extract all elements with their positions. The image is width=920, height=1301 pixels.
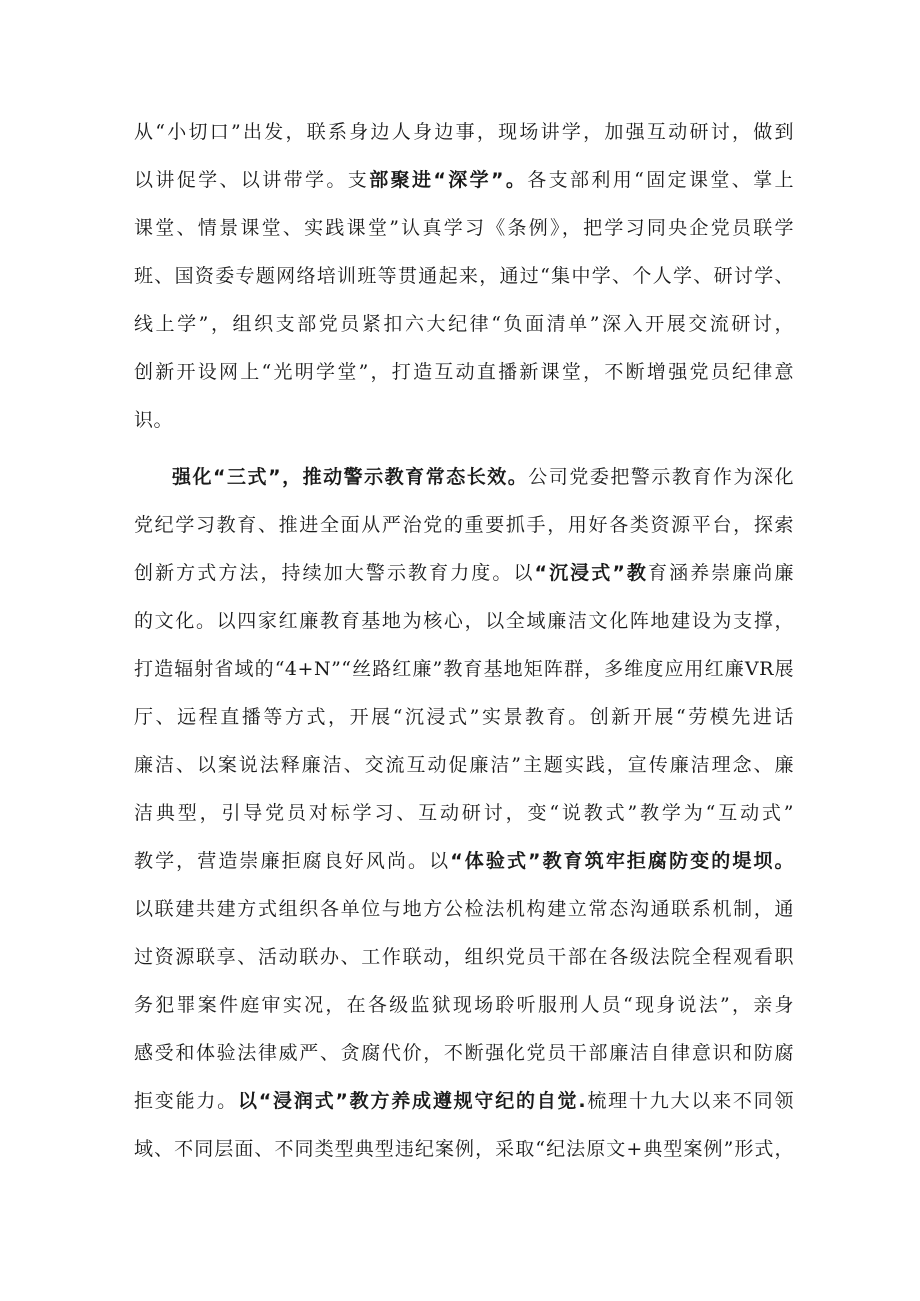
text-run: 以讲促学、以讲带学。支 [134,169,370,191]
text-run: 班、国资委专题网络培训班等贯通起来，通过“集中学、个人学、研讨学、 [134,265,794,287]
text-run: 洁典型，引导党员对标学习、互动研讨，变“说教式”教学为“互动式” [134,802,794,824]
paragraph-2-line-5 [134,649,794,689]
paragraph-1-line-6 [134,352,794,392]
paragraph-2-line-8 [134,793,794,833]
paragraph-2-line-7 [134,745,794,785]
paragraph-1-line-4 [134,256,794,296]
paragraph-1-line-1 [134,112,794,152]
paragraph-2-line-12 [134,985,794,1025]
bold-heading-run: “体验式”教育筑牢拒腐防变的堤坝。 [450,850,794,872]
text-run: 各支部利用“固定课堂、掌上 [527,169,794,191]
text-run: 从“小切口”出发，联系身边人身边事，现场讲学，加强互动研讨，做到 [134,121,794,143]
text-run: 厅、远程直播等方式，开展“沉浸式”实景教育。创新开展“劳模先进话 [134,706,794,728]
text-run: 党纪学习教育、推进全面从严治党的重要抓手，用好各类资源平台，探索 [134,514,794,536]
bold-heading-run: 强化“三式”，推动警示教育常态长效。 [172,466,529,488]
text-run: 梳理十九大以来不同领 [586,1090,794,1112]
text-run: 打造辐射省域的“4+N”“丝路红廉”教育基地矩阵群，多维度应用红廉VR展 [134,658,794,680]
text-run: 线上学”，组织支部党员紧扣六大纪律“负面清单”深入开展交流研讨， [134,313,794,335]
paragraph-2-line-6 [134,697,794,737]
text-run: 感受和体验法律威严、贪腐代价，不断强化党员干部廉洁自律意识和防腐 [134,1042,794,1064]
text-run: 过资源联享、活动联办、工作联动，组织党员干部在各级法院全程观看职 [134,946,794,968]
text-run: 创新开设网上“光明学堂”，打造互动直播新课堂，不断增强党员纪律意 [134,361,794,383]
text-run: 课堂、情景课堂、实践课堂”认真学习《条例》，把学习同央企党员联学 [134,217,794,239]
paragraph-1-line-2 [134,160,794,200]
text-run: 育涵养崇廉尚廉 [648,562,794,584]
text-run: 教学，营造崇廉拒腐良好风尚。以 [134,850,451,872]
paragraph-2-line-11 [134,937,794,977]
paragraph-1-line-3 [134,208,794,248]
text-run: 以联建共建方式组织各单位与地方公检法机构建立常态沟通联系机制，通 [134,898,794,920]
paragraph-2-line-13 [134,1033,794,1073]
paragraph-2-line-14 [134,1081,794,1121]
bold-heading-run: 部聚进“深学”。 [369,169,528,191]
text-run: 公司党委把警示教育作为深化 [528,466,794,488]
bold-heading-run: “沉浸式”教 [534,562,648,584]
paragraph-2-line-10 [134,889,794,929]
paragraph-2-line-4 [134,601,794,641]
text-run: 廉洁、以案说法释廉洁、交流互动促廉洁”主题实践，宣传廉洁理念、廉 [134,754,794,776]
paragraph-2-line-3 [134,553,794,593]
paragraph-1-line-5 [134,304,794,344]
paragraph-2-line-9 [134,841,794,881]
text-run: 拒变能力。 [134,1090,238,1112]
text-run: 务犯罪案件庭审实况，在各级监狱现场聆听服刑人员“现身说法”，亲身 [134,994,794,1016]
text-run: 识。 [134,409,174,431]
paragraph-2-line-2 [134,505,794,545]
text-run: 创新方式方法，持续加大警示教育力度。以 [134,562,535,584]
paragraph-2-line-1 [172,457,794,497]
paragraph-1-line-7 [134,400,794,440]
bold-heading-run: 以“浸润式”教方养成遵规守纪的自觉. [237,1090,587,1112]
text-run: 域、不同层面、不同类型典型违纪案例，采取“纪法原文+典型案例”形式， [134,1138,794,1160]
text-run: 的文化。以四家红廉教育基地为核心，以全域廉洁文化阵地建设为支撑， [134,610,794,632]
paragraph-2-line-15 [134,1129,794,1169]
